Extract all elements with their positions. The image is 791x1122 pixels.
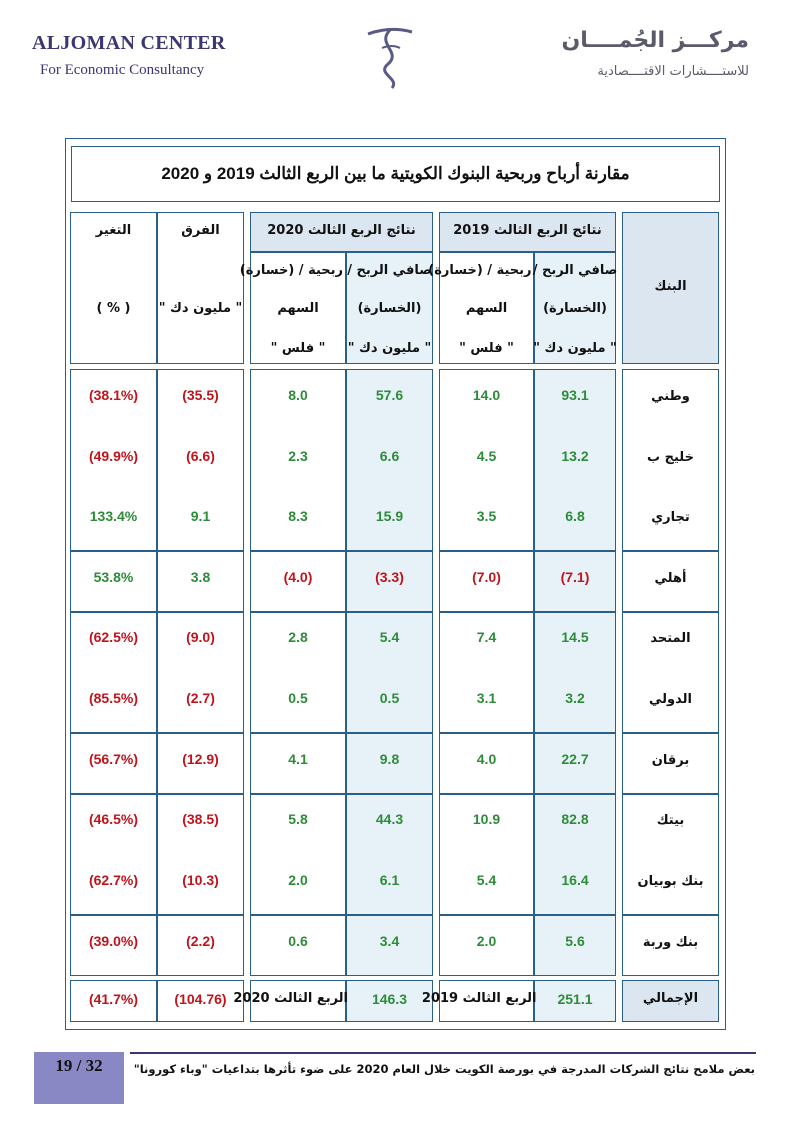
cell-change: (38.1%): [88, 387, 139, 403]
eps-2019-l1: ربحية / (خسارة): [428, 263, 532, 278]
total-q2019-label: الربع الثالث 2019: [421, 991, 537, 1006]
eps-2020-l2: السهم: [277, 301, 319, 316]
cell-change: 53.8%: [93, 568, 134, 585]
header-change-unit: ( % ): [96, 301, 131, 316]
bank-name: بنك وربة: [642, 934, 699, 950]
cell-diff: (2.2): [186, 932, 215, 949]
cell-p2019: 16.4: [561, 871, 589, 888]
cell-p2020: 6.1: [379, 871, 400, 888]
total-p2020: 146.3: [371, 991, 408, 1007]
cell-diff: (2.7): [186, 689, 215, 706]
brand-name-ar: مركـــز الجُمــــان: [561, 28, 749, 53]
cell-change: (62.5%): [88, 629, 139, 645]
cell-p2019: 13.2: [561, 447, 589, 464]
cell-e2020: 2.8: [288, 629, 308, 645]
cell-change: (85.5%): [88, 689, 139, 706]
cell-e2020: 2.3: [288, 447, 308, 464]
cell-p2020: 5.4: [379, 629, 400, 645]
cell-diff: (12.9): [182, 750, 219, 767]
cell-p2020: 3.4: [379, 932, 400, 949]
cell-e2019: 7.4: [476, 629, 497, 645]
footer-note: بعض ملامح نتائج الشركات المدرجة في بورصة الكويت خلال العام 2020 على ضوء تأثرها بتداعيات "وباء كورونا": [133, 1062, 755, 1076]
total-q2020-label: الربع الثالث 2020: [233, 991, 348, 1006]
brand-subtitle-ar: للاستــــشارات الاقتــــصادية: [597, 64, 749, 79]
cell-e2020: (4.0): [283, 568, 313, 585]
brand-name-en: ALJOMAN CENTER: [32, 32, 226, 54]
cell-diff: (9.0): [186, 629, 215, 645]
cell-e2020: 8.0: [288, 387, 308, 403]
bank-name: المتحد: [650, 631, 691, 646]
profit-2020-l3: " مليون دك ": [347, 341, 432, 356]
total-p2019: 251.1: [557, 991, 593, 1007]
header-bank-label: البنك: [654, 279, 687, 294]
cell-e2020: 4.1: [288, 750, 308, 767]
cell-change: (49.9%): [88, 447, 139, 464]
cell-p2020: 6.6: [379, 447, 400, 464]
cell-e2020: 5.8: [288, 811, 308, 827]
cell-p2019: 82.8: [561, 811, 589, 827]
cell-change: 133.4%: [89, 507, 138, 524]
bank-name: الدولي: [649, 691, 692, 707]
cell-e2019: 10.9: [472, 811, 501, 827]
page-number: 19 / 32: [55, 1056, 103, 1075]
cell-e2019: 14.0: [472, 387, 501, 403]
bank-name: أهلي: [654, 570, 687, 586]
total-diff: (104.76): [174, 991, 227, 1007]
aljoman-logo-icon: [362, 26, 418, 90]
cell-diff: (38.5): [182, 811, 219, 827]
cell-diff: (10.3): [182, 871, 219, 888]
cell-diff: (35.5): [182, 387, 219, 403]
brand-subtitle-en: For Economic Consultancy: [40, 62, 205, 78]
profit-2019-l3: " مليون دك ": [533, 341, 617, 356]
header-diff-unit: " مليون دك ": [158, 301, 243, 316]
cell-p2019: 14.5: [561, 629, 589, 645]
cell-p2020: (3.3): [375, 568, 404, 585]
cell-e2020: 2.0: [288, 871, 308, 888]
cell-p2019: 22.7: [561, 750, 589, 767]
cell-e2019: 5.4: [476, 871, 497, 888]
bank-name: تجاري: [651, 509, 690, 525]
cell-e2020: 0.6: [288, 932, 308, 949]
header-q3-2019-label: نتائج الربع الثالث 2019: [453, 223, 602, 238]
cell-p2019: 3.2: [565, 689, 585, 706]
cell-e2019: 3.1: [476, 689, 497, 706]
eps-2019-l3: " فلس ": [459, 341, 514, 356]
cell-p2020: 15.9: [375, 507, 404, 524]
cell-p2019: (7.1): [560, 568, 590, 585]
footer-divider: [130, 1052, 756, 1054]
eps-2020-l1: ربحية / (خسارة): [239, 263, 343, 278]
cell-p2020: 44.3: [375, 811, 404, 827]
bank-name: بنك بوبيان: [637, 873, 704, 889]
cell-diff: 9.1: [190, 507, 211, 524]
cell-change: (62.7%): [88, 871, 139, 888]
cell-p2020: 0.5: [379, 689, 400, 706]
bank-name: بيتك: [656, 813, 685, 828]
header-q3-2020-label: نتائج الربع الثالث 2020: [267, 223, 416, 238]
profit-2020-l1: صافي الربح /: [347, 263, 432, 278]
cell-p2020: 57.6: [375, 387, 404, 403]
page-title: مقارنة أرباح وربحية البنوك الكويتية ما بين الربع الثالث 2019 و 2020: [71, 146, 720, 202]
cell-e2019: 4.5: [476, 447, 497, 464]
cell-p2019: 93.1: [561, 387, 589, 403]
cell-diff: (6.6): [186, 447, 215, 464]
cell-change: (46.5%): [88, 811, 139, 827]
cell-change: (39.0%): [88, 932, 139, 949]
eps-2020-l3: " فلس ": [270, 341, 326, 356]
bank-name: وطني: [651, 389, 690, 404]
cell-e2019: 2.0: [476, 932, 497, 949]
bank-name: خليج ب: [647, 449, 694, 465]
profit-2020-l2: (الخسارة): [357, 301, 422, 316]
cell-e2019: (7.0): [472, 568, 501, 585]
cell-diff: 3.8: [190, 568, 211, 585]
profit-2019-l1: صافي الربح /: [532, 263, 618, 278]
bank-name: برقان: [651, 752, 690, 768]
total-label: الإجمالي: [642, 991, 699, 1006]
cell-change: (56.7%): [88, 750, 139, 767]
cell-p2019: 5.6: [565, 932, 585, 949]
cell-e2019: 4.0: [476, 750, 497, 767]
cell-p2020: 9.8: [379, 750, 400, 767]
total-change: (41.7%): [88, 991, 139, 1007]
cell-p2019: 6.8: [565, 507, 585, 524]
eps-2019-l2: السهم: [465, 301, 508, 316]
header-change-label: التغير: [95, 223, 132, 238]
header-diff-label: الفرق: [181, 223, 220, 238]
cell-e2019: 3.5: [476, 507, 497, 524]
cell-e2020: 8.3: [288, 507, 308, 524]
cell-e2020: 0.5: [288, 689, 308, 706]
profit-2019-l2: (الخسارة): [543, 301, 607, 316]
